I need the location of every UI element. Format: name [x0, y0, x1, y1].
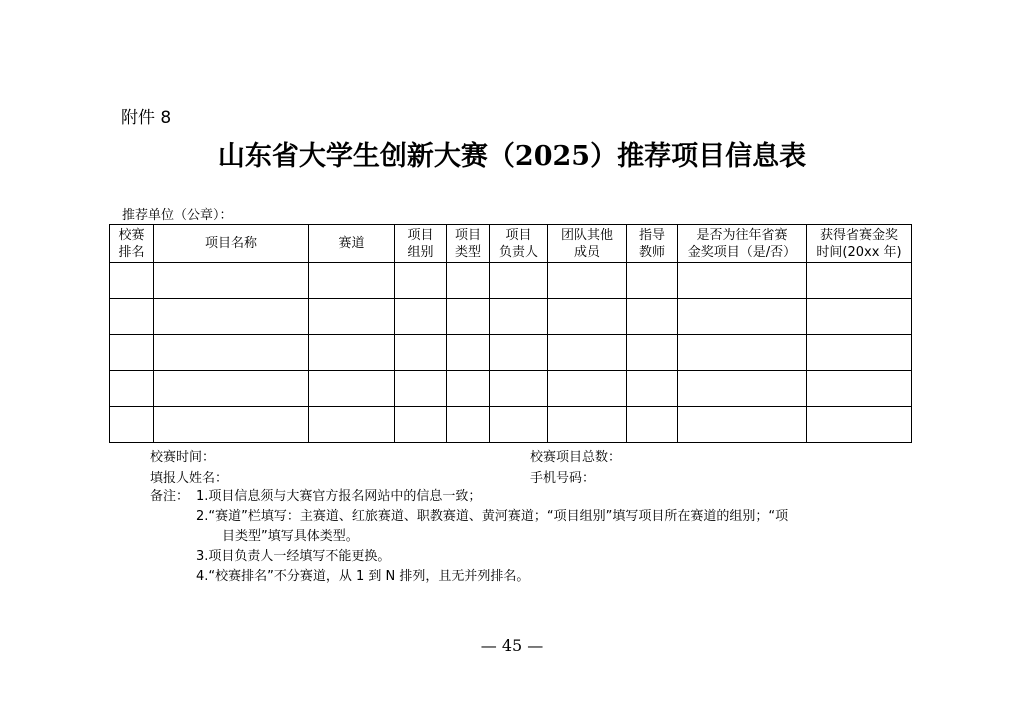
table-cell: [678, 263, 807, 299]
table-cell: [395, 299, 447, 335]
project-info-table: [109, 224, 912, 443]
header-past-gold: 是否为往年省赛 金奖项目（是/否）: [678, 225, 807, 263]
header-project-leader: 项目 负责人: [490, 225, 548, 263]
table-cell: [395, 407, 447, 443]
table-cell: [110, 407, 154, 443]
table-cell: [490, 407, 548, 443]
header-project-group: 项目 组别: [395, 225, 447, 263]
table-cell: [627, 299, 678, 335]
header-project-name: 项目名称: [154, 225, 309, 263]
table-cell: [309, 407, 395, 443]
table-cell: [548, 299, 627, 335]
table-cell: [807, 407, 912, 443]
table-cell: [548, 407, 627, 443]
table-cell: [678, 335, 807, 371]
table-row: [110, 263, 912, 299]
table-cell: [490, 263, 548, 299]
table-cell: [309, 371, 395, 407]
table-cell: [678, 371, 807, 407]
table-cell: [110, 299, 154, 335]
table-row: [110, 407, 912, 443]
header-team-members: 团队其他 成员: [548, 225, 627, 263]
table-cell: [309, 263, 395, 299]
table-cell: [395, 335, 447, 371]
table-cell: [678, 299, 807, 335]
table-cell: [110, 263, 154, 299]
note-item-2-continued: 目类型”填写具体类型。: [222, 529, 359, 544]
note-item-1: 1.项目信息须与大赛官方报名网站中的信息一致；: [196, 489, 482, 504]
note-item-4: 4.“校赛排名”不分赛道，从 1 到 N 排列，且无并列排名。: [196, 569, 530, 584]
table-cell: [447, 263, 490, 299]
note-item-3: 3.项目负责人一经填写不能更换。: [196, 549, 391, 564]
table-cell: [490, 371, 548, 407]
header-project-type: 项目 类型: [447, 225, 490, 263]
table-cell: [490, 335, 548, 371]
recommend-unit-label: 推荐单位（公章）：: [122, 208, 233, 223]
table-cell: [154, 335, 309, 371]
table-cell: [627, 407, 678, 443]
table-cell: [627, 263, 678, 299]
header-school-rank: 校赛 排名: [110, 225, 154, 263]
table-cell: [807, 299, 912, 335]
table-cell: [447, 407, 490, 443]
page-number: — 45 —: [480, 636, 544, 655]
table-cell: [110, 335, 154, 371]
table-cell: [395, 263, 447, 299]
table-cell: [447, 299, 490, 335]
notes-section: [150, 487, 910, 587]
table-cell: [807, 335, 912, 371]
notes-label: 备注：: [150, 489, 190, 504]
table-header-row: [110, 225, 912, 263]
phone-label: 手机号码：: [530, 471, 596, 486]
table-cell: [447, 371, 490, 407]
table-cell: [309, 335, 395, 371]
table-cell: [309, 299, 395, 335]
table-row: [110, 299, 912, 335]
table-cell: [548, 371, 627, 407]
table-cell: [807, 371, 912, 407]
table-row: [110, 335, 912, 371]
table-cell: [447, 335, 490, 371]
table-cell: [548, 335, 627, 371]
filler-name-label: 填报人姓名：: [150, 471, 229, 486]
contest-time-label: 校赛时间：: [150, 450, 216, 465]
table-cell: [627, 371, 678, 407]
page-title: 山东省大学生创新大赛（2025）推荐项目信息表: [217, 141, 807, 172]
table-cell: [548, 263, 627, 299]
header-track: 赛道: [309, 225, 395, 263]
table-cell: [110, 371, 154, 407]
total-projects-label: 校赛项目总数：: [530, 450, 622, 465]
header-advisor: 指导 教师: [627, 225, 678, 263]
table-cell: [807, 263, 912, 299]
table-cell: [154, 263, 309, 299]
table-cell: [490, 299, 548, 335]
table-cell: [154, 299, 309, 335]
note-item-2: 2.“赛道”栏填写：主赛道、红旅赛道、职教赛道、黄河赛道；“项目组别”填写项目所在赛道的组别；“项: [196, 509, 789, 524]
table-cell: [395, 371, 447, 407]
table-cell: [678, 407, 807, 443]
table-cell: [627, 335, 678, 371]
table-cell: [154, 407, 309, 443]
table-row: [110, 371, 912, 407]
table-cell: [154, 371, 309, 407]
header-gold-time: 获得省赛金奖 时间(20xx 年): [807, 225, 912, 263]
attachment-label: 附件 8: [121, 108, 172, 128]
